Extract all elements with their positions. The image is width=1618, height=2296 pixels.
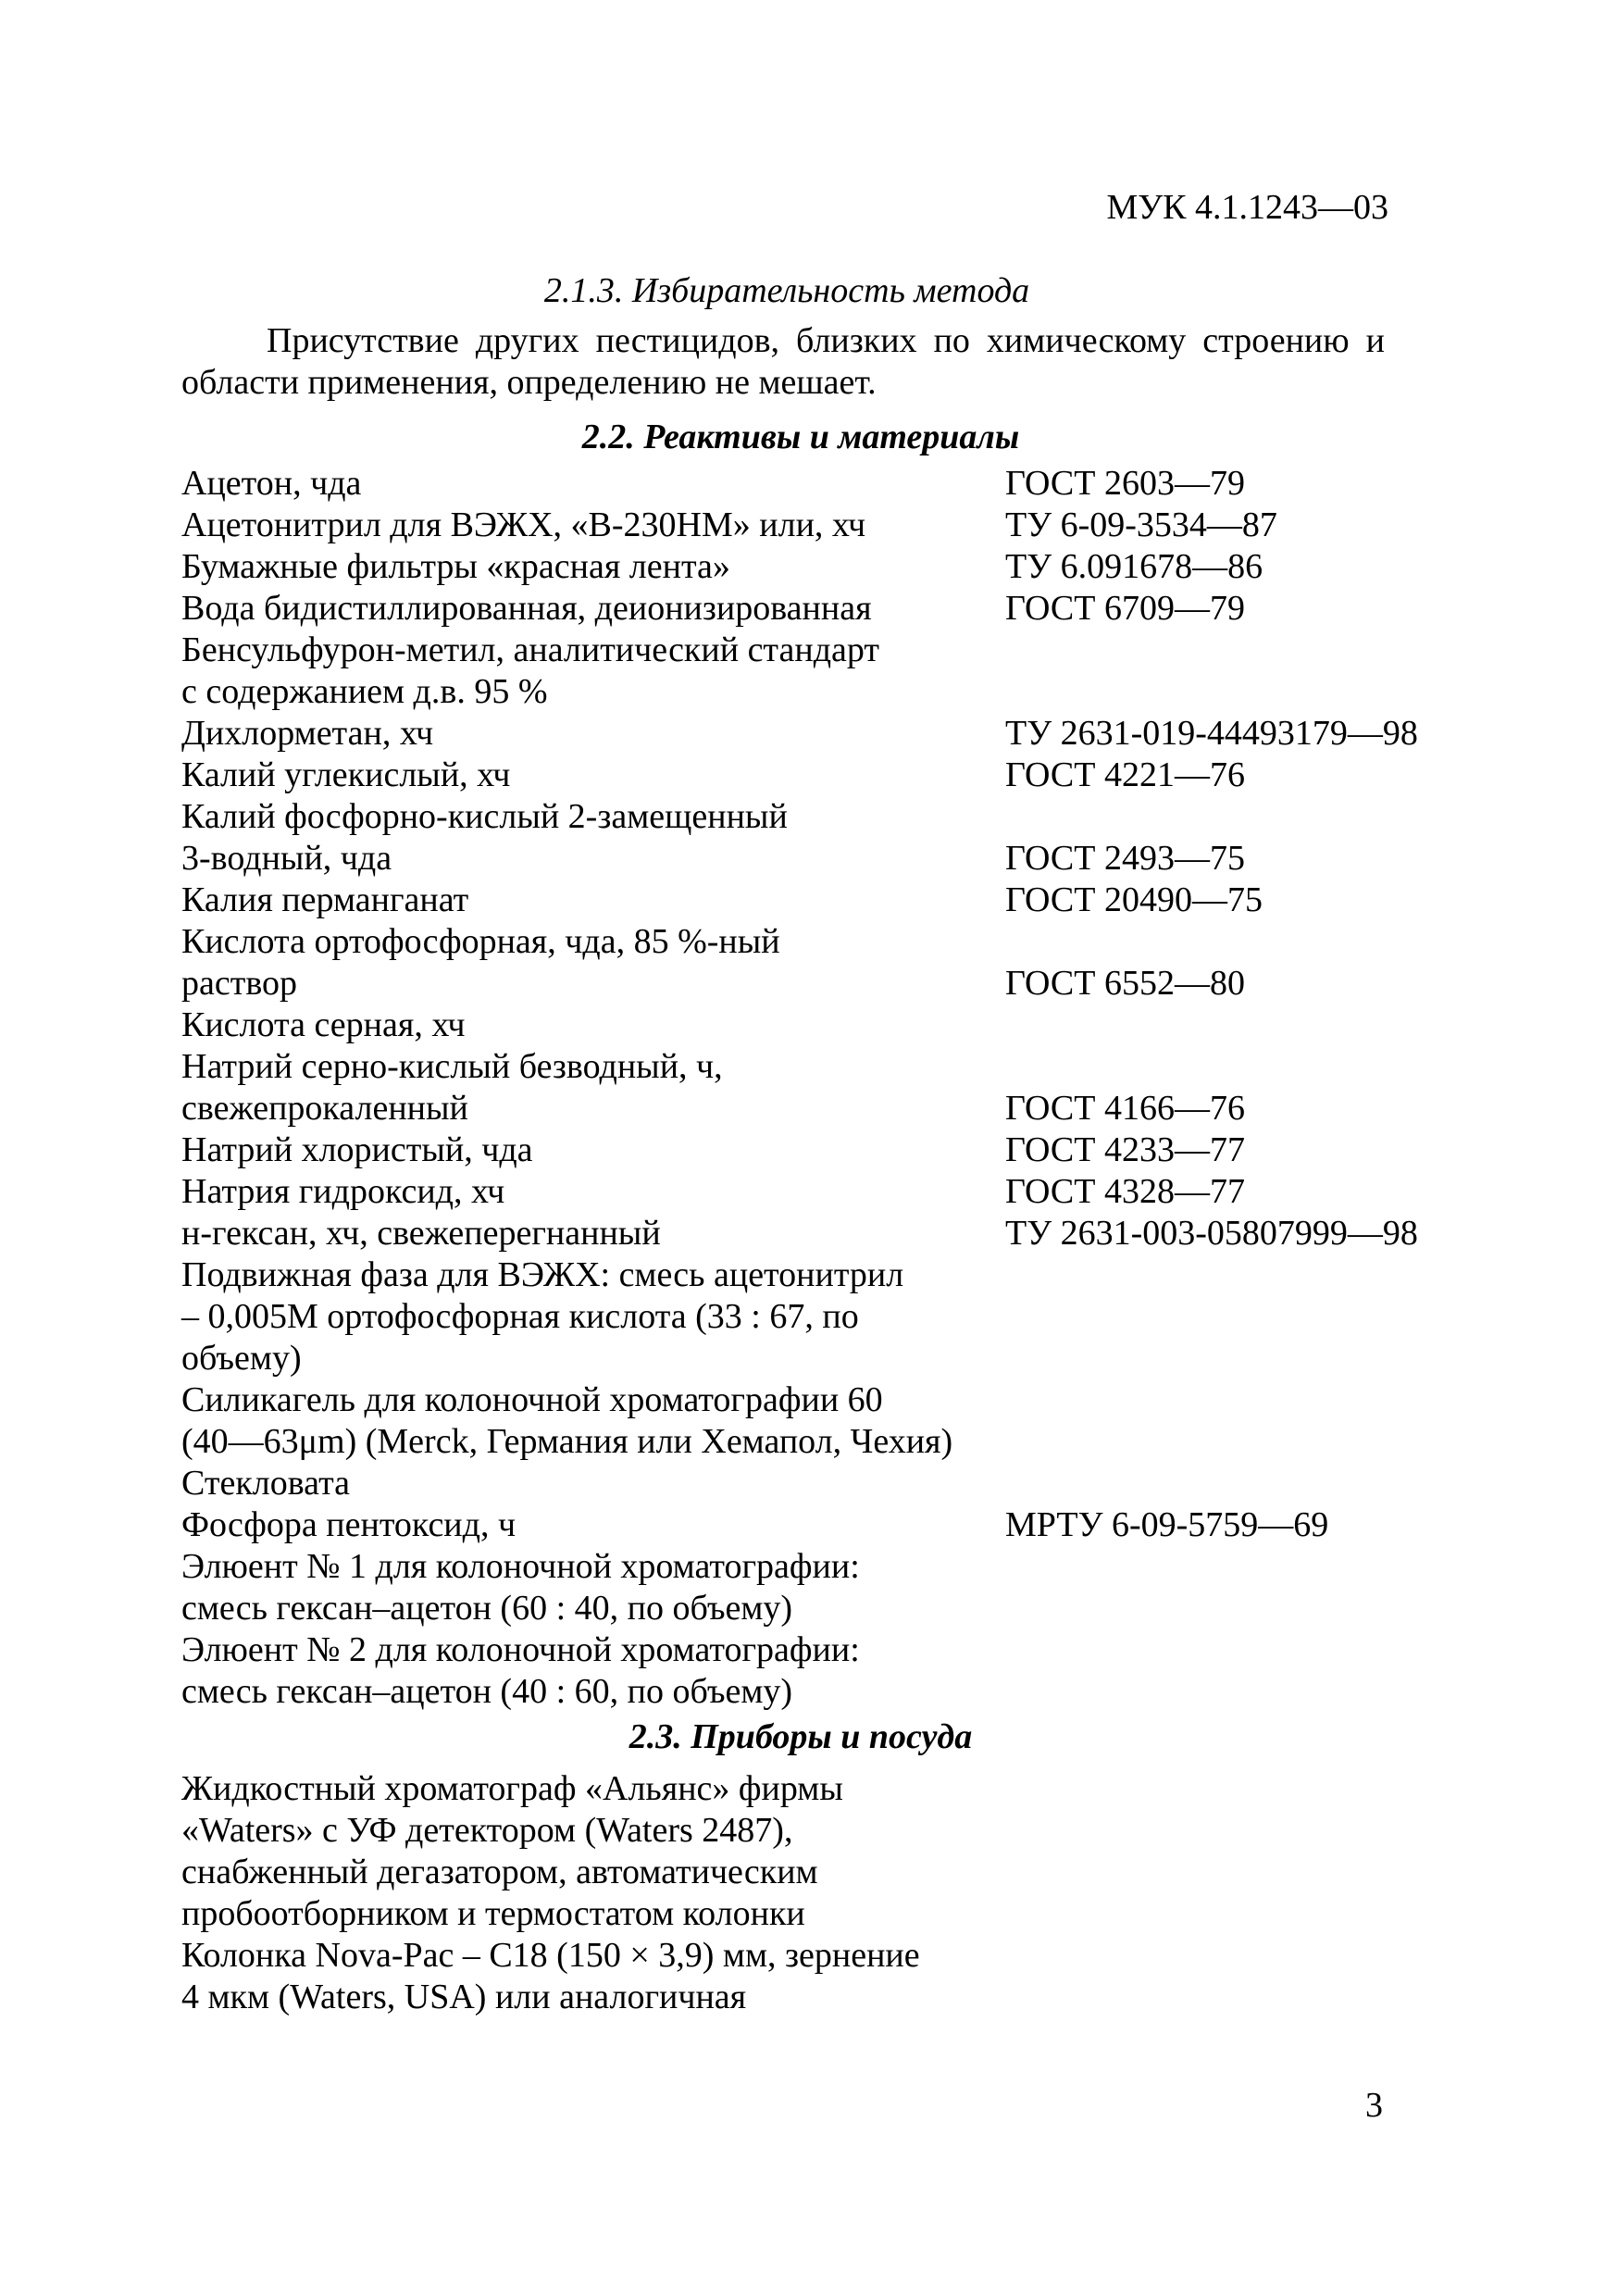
reagent-row: [181, 463, 1496, 505]
reagent-row: [181, 1046, 1496, 1129]
reagent-standard: ГОСТ 6709—79: [1005, 589, 1245, 628]
reagent-name: Бумажные фильтры «красная лента»: [181, 547, 730, 586]
reagent-name: Кислота ортофосфорная, чда, 85 %-ный раствор: [181, 922, 780, 1003]
reagent-row: [181, 546, 1496, 588]
reagent-standard: ТУ 2631-003-05807999—98: [1005, 1214, 1418, 1253]
reagent-name: Фосфора пентоксид, ч: [181, 1505, 517, 1544]
reagent-standard: ГОСТ 4221—76: [1005, 755, 1245, 794]
reagent-name: н-гексан, хч, свежеперегнанный: [181, 1214, 661, 1253]
reagent-standard: ГОСТ 2603—79: [1005, 464, 1245, 503]
reagent-row: [181, 921, 1496, 1004]
reagent-name: Стекловата: [181, 1464, 351, 1503]
reagent-name: Ацетон, чда: [181, 464, 362, 503]
reagent-standard: ГОСТ 4233—77: [1005, 1130, 1245, 1169]
reagent-name: Дихлорметан, хч: [181, 714, 434, 753]
reagent-row: [181, 1171, 1496, 1213]
reagent-name: Элюент № 2 для колоночной хроматографии: смесь гексан–ацетон (40 : 60, по объему): [181, 1630, 860, 1711]
reagent-row: [181, 1129, 1496, 1171]
reagents-heading: 2.2. Реактивы и материалы: [581, 418, 1020, 456]
reagent-row: [181, 630, 1496, 713]
document-code: МУК 4.1.1243—03: [1106, 188, 1388, 227]
reagent-standard: ГОСТ 20490—75: [1005, 880, 1263, 919]
reagent-row: [181, 1004, 1496, 1046]
reagent-row: [181, 1629, 1496, 1713]
reagent-name: Элюент № 1 для колоночной хроматографии: смесь гексан–ацетон (60 : 40, по объему): [181, 1547, 860, 1628]
reagent-row: [181, 1546, 1496, 1629]
equipment-item: Колонка Nova-Pac – С18 (150 × 3,9) мм, зернение 4 мкм (Waters, USA) или аналогичная: [181, 1936, 920, 2016]
reagent-standard: ТУ 6-09-3534—87: [1005, 505, 1277, 544]
reagent-row: [181, 1463, 1496, 1504]
reagent-standard: ГОСТ 6552—80: [1005, 964, 1245, 1003]
selectivity-paragraph: Присутствие других пестицидов, близких по химическому строению и области применения, определению не мешает.: [181, 321, 1385, 402]
reagent-standard: МРТУ 6-09-5759—69: [1005, 1505, 1329, 1544]
reagent-name: Калий фосфорно-кислый 2-замещенный 3-водный, чда: [181, 797, 788, 878]
reagent-row: [181, 505, 1496, 546]
equipment-item: Жидкостный хроматограф «Альянс» фирмы «Waters» с УФ детектором (Waters 2487), снабженный дегазатором, автоматическим пробоотборником и термостатом колонки: [181, 1769, 843, 1933]
equipment-heading: 2.3. Приборы и посуда: [629, 1717, 973, 1756]
page-number: 3: [1365, 2086, 1383, 2125]
reagent-row: [181, 796, 1496, 880]
reagent-standard: ГОСТ 4328—77: [1005, 1172, 1245, 1211]
reagent-name: Ацетонитрил для ВЭЖХ, «В-230НМ» или, хч: [181, 505, 866, 544]
equipment-list: [181, 1768, 1014, 2018]
reagent-standard: ТУ 2631-019-44493179—98: [1005, 714, 1418, 753]
reagent-row: [181, 880, 1496, 921]
reagent-standard: ГОСТ 4166—76: [1005, 1089, 1245, 1128]
selectivity-heading: 2.1.3. Избирательность метода: [543, 271, 1030, 310]
reagent-row: [181, 588, 1496, 630]
reagent-name: Калий углекислый, хч: [181, 755, 511, 794]
reagent-name: Силикагель для колоночной хроматографии 60 (40—63μm) (Merck, Германия или Хемапол, Чехия): [181, 1380, 953, 1461]
reagent-name: Бенсульфурон-метил, аналитический стандарт с содержанием д.в. 95 %: [181, 630, 880, 711]
reagent-name: Подвижная фаза для ВЭЖХ: смесь ацетонитрил – 0,005М ортофосфорная кислота (33 : 67, по объему): [181, 1255, 904, 1378]
reagent-name: Натрий серно-кислый безводный, ч, свежепрокаленный: [181, 1047, 723, 1128]
reagent-name: Вода бидистиллированная, деионизированная: [181, 589, 872, 628]
reagent-row: [181, 1213, 1496, 1254]
reagent-row: [181, 1379, 1496, 1463]
reagent-row: [181, 1504, 1496, 1546]
reagent-row: [181, 713, 1496, 755]
reagent-name: Натрий хлористый, чда: [181, 1130, 533, 1169]
reagent-standard: ТУ 6.091678—86: [1005, 547, 1263, 586]
reagent-name: Натрия гидроксид, хч: [181, 1172, 505, 1211]
reagent-name: Кислота серная, хч: [181, 1005, 466, 1044]
reagents-list: [181, 463, 1496, 1713]
reagent-row: [181, 755, 1496, 796]
reagent-name: Калия перманганат: [181, 880, 469, 919]
reagent-standard: ГОСТ 2493—75: [1005, 839, 1245, 878]
reagent-row: [181, 1254, 1496, 1379]
